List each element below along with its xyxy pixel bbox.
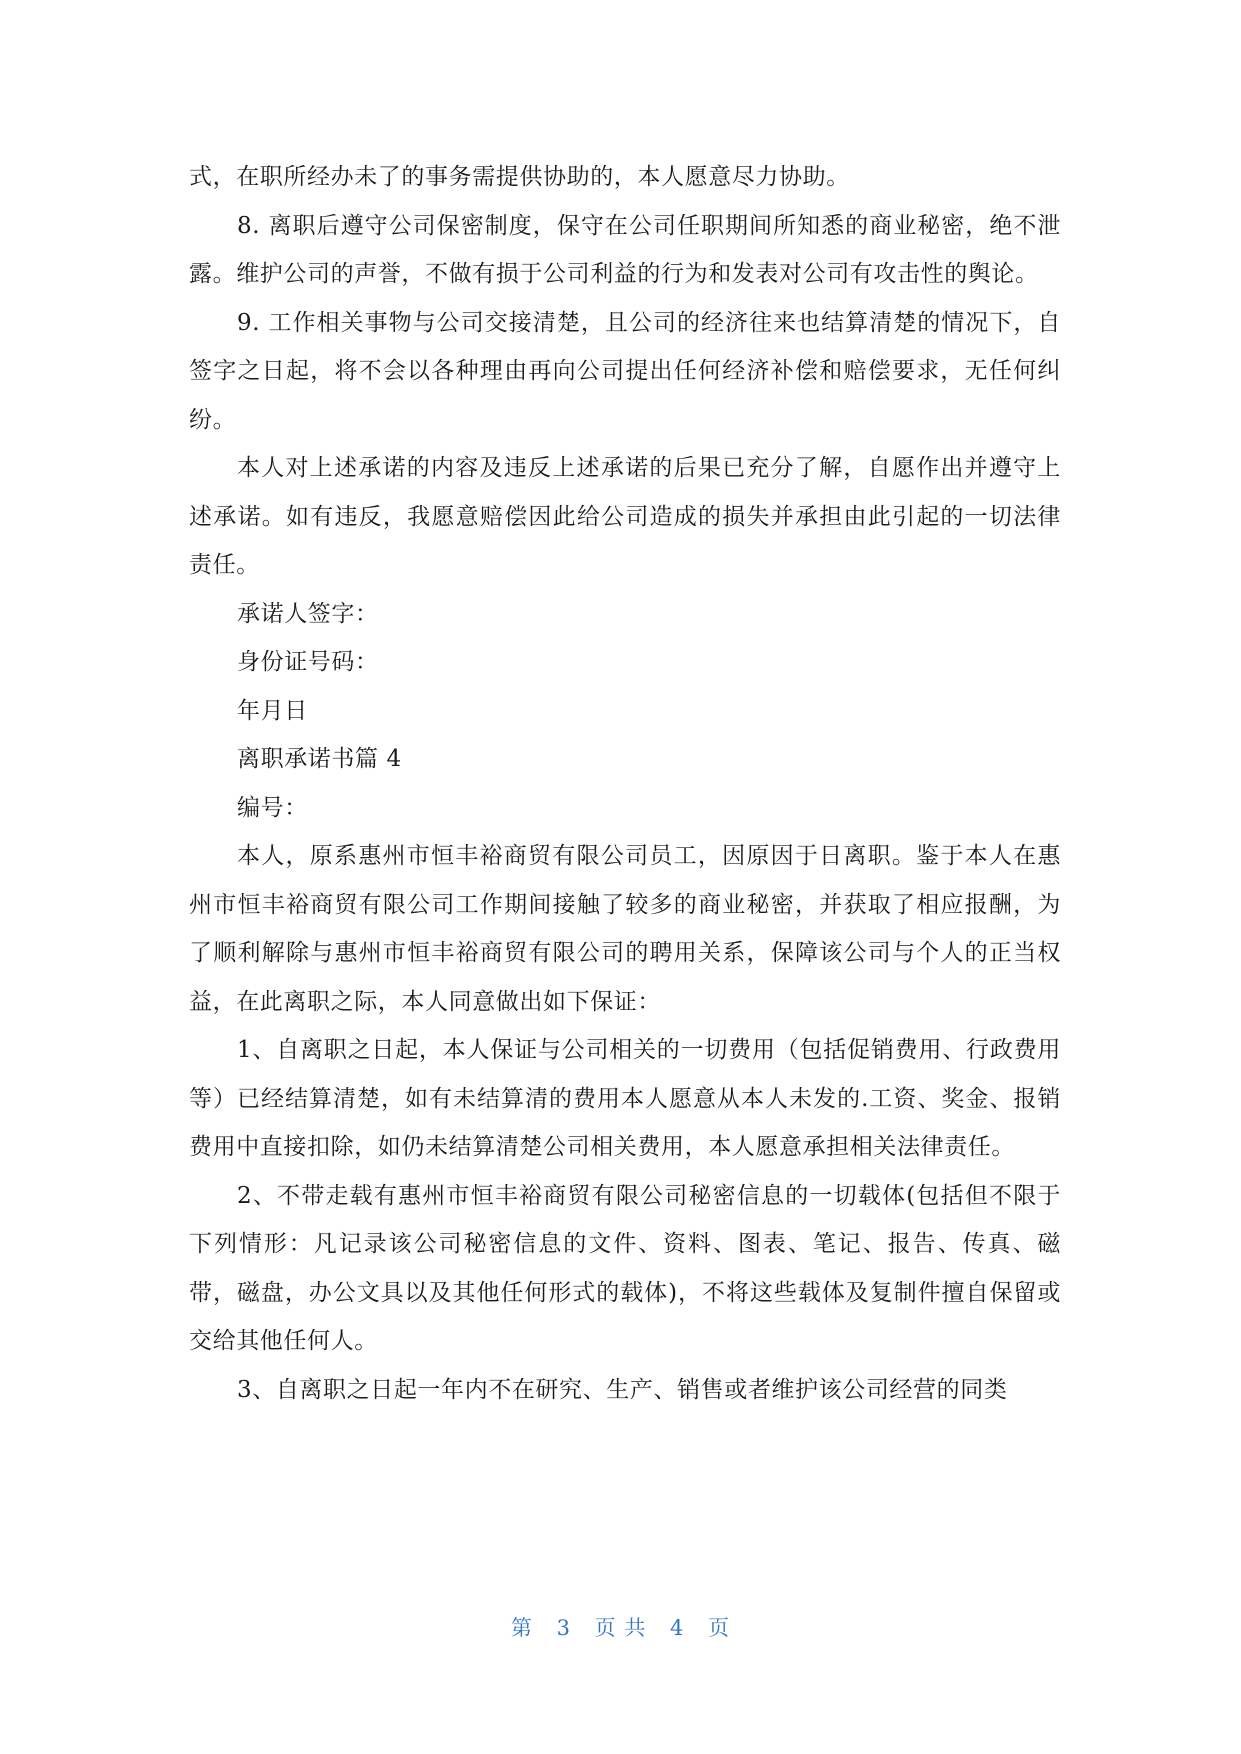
footer-middle: 页 共	[594, 1616, 647, 1640]
date-line: 年月日	[237, 697, 308, 724]
paragraph-continuation: 式，在职所经办未了的事务需提供协助的，本人愿意尽力协助。	[189, 164, 850, 190]
paragraph-clause-3: 3、自离职之日起一年内不在研究、生产、销售或者维护该公司经营的同类	[237, 1376, 1008, 1403]
paragraph-clause-2: 2、不带走载有惠州市恒丰裕商贸有限公司秘密信息的一切载体(包括但不限于下列情形：凡记录该公司秘密信息的文件、资料、图表、笔记、报告、传真、磁带，磁盘，办公文具以及其他任何形式的载体)，不将这些载体及复制件擅自保留或交给其他任何人。	[189, 1182, 1061, 1354]
footer-prefix: 第	[510, 1616, 533, 1640]
paragraph-clause-9: 9. 工作相关事物与公司交接清楚，且公司的经济往来也结算清楚的情况下，自签字之日起，将不会以各种理由再向公司提出任何经济补偿和赔偿要求，无任何纠纷。	[189, 309, 1061, 433]
section-heading: 离职承诺书篇 4	[237, 746, 402, 772]
document-body	[189, 153, 1061, 1414]
page-footer	[0, 1612, 1241, 1642]
footer-suffix: 页	[708, 1616, 731, 1640]
paragraph-clause-8: 8. 离职后遵守公司保密制度，保守在公司任职期间所知悉的商业秘密，绝不泄露。维护公司的声誉，不做有损于公司利益的行为和发表对公司有攻击性的舆论。	[189, 212, 1061, 287]
signature-line: 承诺人签字：	[237, 600, 379, 627]
footer-total-pages: 4	[670, 1616, 685, 1640]
paragraph-intro: 本人，原系惠州市恒丰裕商贸有限公司员工，因原因于日离职。鉴于本人在惠州市恒丰裕商贸有限公司工作期间接触了较多的商业秘密，并获取了相应报酬，为了顺利解除与惠州市恒丰裕商贸有限公司的聘用关系，保障该公司与个人的正当权益，在此离职之际，本人同意做出如下保证：	[189, 843, 1061, 1015]
id-number-line: 身份证号码：	[237, 649, 379, 675]
paragraph-acknowledgement: 本人对上述承诺的内容及违反上述承诺的后果已充分了解，自愿作出并遵守上述承诺。如有违反，我愿意赔偿因此给公司造成的损失并承担由此引起的一切法律责任。	[189, 455, 1061, 578]
paragraph-clause-1: 1、自离职之日起，本人保证与公司相关的一切费用（包括促销费用、行政费用等）已经结算清楚，如有未结算清的费用本人愿意从本人未发的.工资、奖金、报销费用中直接扣除，如仍未结算清楚公司相关费用，本人愿意承担相关法律责任。	[189, 1037, 1061, 1160]
footer-current-page: 3	[556, 1616, 571, 1640]
serial-number-line: 编号：	[237, 794, 308, 821]
